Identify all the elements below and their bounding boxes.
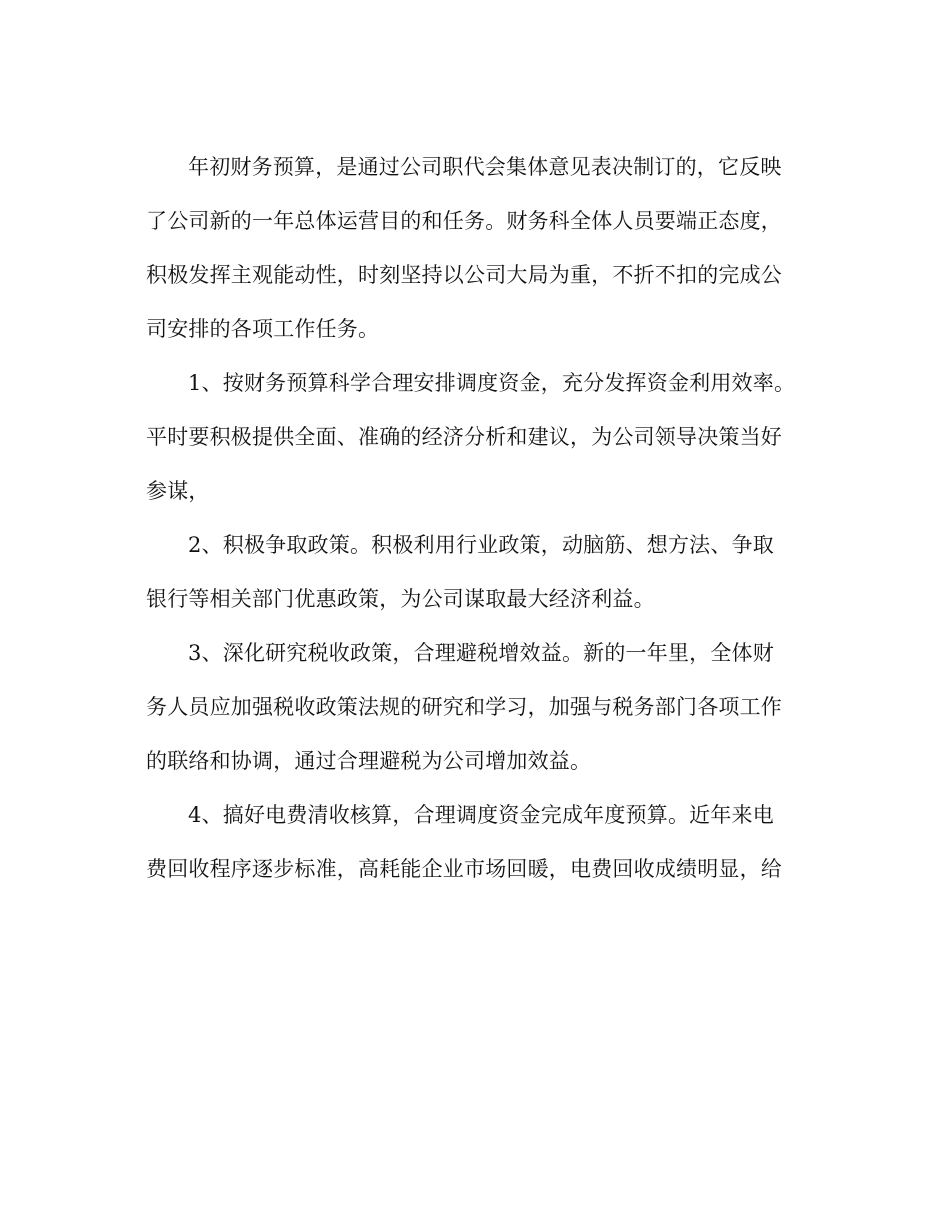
document-body: [146, 140, 811, 896]
paragraph-4-line-3: 的联络和协调，通过合理避税为公司增加效益。: [146, 749, 592, 773]
paragraph-4-line-2: 务人员应加强税收政策法规的研究和学习，加强与税务部门各项工作: [146, 695, 782, 719]
paragraph-4-line-1: 3、深化研究税收政策，合理避税增效益。新的一年里，全体财: [188, 641, 774, 665]
paragraph-5-line-1: 4、搞好电费清收核算，合理调度资金完成年度预算。近年来电: [188, 803, 774, 827]
paragraph-3-line-2: 银行等相关部门优惠政策，为公司谋取最大经济利益。: [146, 587, 655, 611]
paragraph-1-line-4: 司安排的各项工作任务。: [146, 317, 380, 341]
paragraph-1-line-3: 积极发挥主观能动性，时刻坚持以公司大局为重，不折不扣的完成公: [146, 263, 782, 287]
paragraph-3-line-1: 2、积极争取政策。积极利用行业政策，动脑筋、想方法、争取: [188, 533, 774, 557]
paragraph-1-line-2: 了公司新的一年总体运营目的和任务。财务科全体人员要端正态度，: [146, 209, 782, 233]
paragraph-1-line-1: 年初财务预算，是通过公司职代会集体意见表决制订的，它反映: [188, 155, 782, 179]
paragraph-5-line-2: 费回收程序逐步标准，高耗能企业市场回暖，电费回收成绩明显，给: [146, 857, 782, 881]
paragraph-2-line-2: 平时要积极提供全面、准确的经济分析和建议，为公司领导决策当好: [146, 425, 782, 449]
paragraph-2-line-3: 参谋，: [146, 479, 210, 503]
paragraph-2-line-1: 1、按财务预算科学合理安排调度资金，充分发挥资金利用效率。: [188, 371, 796, 395]
